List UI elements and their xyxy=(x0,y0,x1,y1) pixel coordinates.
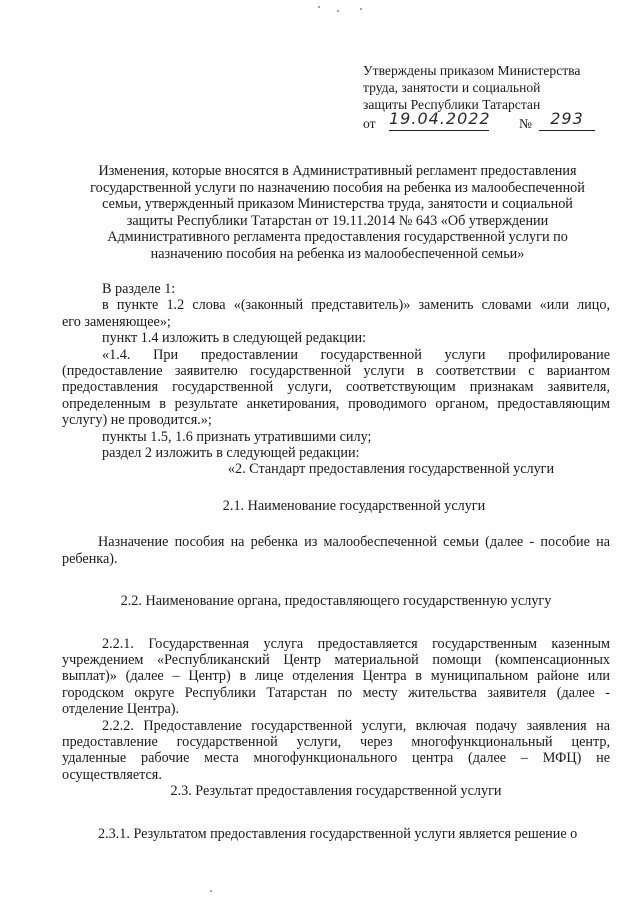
paragraph-2-1-line: ребенка). xyxy=(62,550,118,567)
paragraph-2-2-1-line: 2.2.1. Государственная услуга предоставляется государственным казенным xyxy=(102,635,610,652)
section-1-intro: В разделе 1: xyxy=(102,281,176,297)
paragraph-2-2-1-line: выплат)» (далее – Центр) в лице отделения Центра в муниципальном районе или xyxy=(62,668,610,685)
section-2-heading: «2. Стандарт предоставления государственной услуги xyxy=(227,461,555,478)
paragraph-2-2-1-line: городском округе Республики Татарстан по месту жительства заявителя (далее - xyxy=(62,684,610,701)
approval-date-number-row xyxy=(363,109,623,135)
from-label: от xyxy=(363,116,376,131)
paragraph-2-2-2-line: удаленные рабочие места многофункционального центра (далее – МФЦ) не xyxy=(62,750,610,767)
item-1-4-intro: пункт 1.4 изложить в следующей редакции: xyxy=(102,330,366,347)
scan-speck xyxy=(210,890,212,892)
title-line: Изменения, которые вносятся в Административный регламент предоставления xyxy=(98,163,577,179)
paragraph-2-1-line: Назначение пособия на ребенка из малообеспеченной семьи (далее - пособие на xyxy=(98,534,610,551)
item-1-4-line: (предоставление заявителю государственной услуги в соответствии с вариантом xyxy=(62,363,610,380)
item-1-4-line: «1.4. При предоставлении государственной услуги профилирование xyxy=(102,346,610,363)
title-line: Административного регламента предоставления государственной услуги по xyxy=(107,229,568,246)
handwritten-number: 293 xyxy=(539,110,595,131)
item-1-4-line: определенным в результате анкетирования, проводимого органом, предоставляющим xyxy=(62,395,610,412)
paragraph-2-2-2-line: предоставление государственной услуги, через многофункциональный центр, xyxy=(62,733,610,750)
scan-speck xyxy=(337,10,339,12)
document-body xyxy=(62,281,610,842)
paragraph-2-2-2-line: 2.2.2. Предоставление государственной услуги, включая подачу заявления на xyxy=(102,717,610,734)
title-line: государственной услуги по назначению пособия на ребенка из малообеспеченной xyxy=(90,179,585,196)
section-2-intro: раздел 2 изложить в следующей редакции: xyxy=(102,445,360,462)
approval-line-1: Утверждены приказом Министерства xyxy=(363,63,581,78)
paragraph-2-2-2-line: осуществляется. xyxy=(62,766,162,783)
paragraph-2-3-1-line: 2.3.1. Результатом предоставления государственной услуги является решение о xyxy=(98,825,578,842)
paragraph-2-2-1-line: учреждением «Республиканский Центр материальной помощи (компенсационных xyxy=(62,651,610,668)
item-1-2-line: в пункте 1.2 слова «(законный представитель)» заменить словами «или лицо, xyxy=(102,297,610,314)
number-label: № xyxy=(519,116,532,131)
item-1-4-line: предоставления государственной услуги, соответствующим признакам заявителя, xyxy=(62,379,610,396)
document-title xyxy=(60,163,615,263)
item-1-4-line: услугу) не проводится.»; xyxy=(62,412,212,429)
approval-line-2: труда, занятости и социальной xyxy=(363,80,541,95)
handwritten-date: 19.04.2022 xyxy=(389,110,489,131)
heading-2-1: 2.1. Наименование государственной услуги xyxy=(222,497,486,514)
item-1-2-line: его заменяющее»; xyxy=(62,313,171,330)
approval-line-3: защиты Республики Татарстан xyxy=(363,97,541,112)
scan-speck xyxy=(360,8,362,10)
title-line: семьи, утвержденный приказом Министерства труда, занятости и социальной xyxy=(102,196,573,213)
approval-block xyxy=(363,62,623,135)
paragraph-2-2-1-line: отделение Центра). xyxy=(62,701,180,718)
scan-speck xyxy=(318,6,320,8)
heading-2-3: 2.3. Результат предоставления государственной услуги xyxy=(170,783,502,800)
heading-2-2: 2.2. Наименование органа, предоставляющего государственную услугу xyxy=(120,593,552,610)
title-line: защиты Республики Татарстан от 19.11.2014 № 643 «Об утверждении xyxy=(126,212,549,229)
item-1-5: пункты 1.5, 1.6 признать утратившими силу; xyxy=(102,428,372,445)
title-line: назначению пособия на ребенка из малообеспеченной семьи» xyxy=(150,245,525,262)
